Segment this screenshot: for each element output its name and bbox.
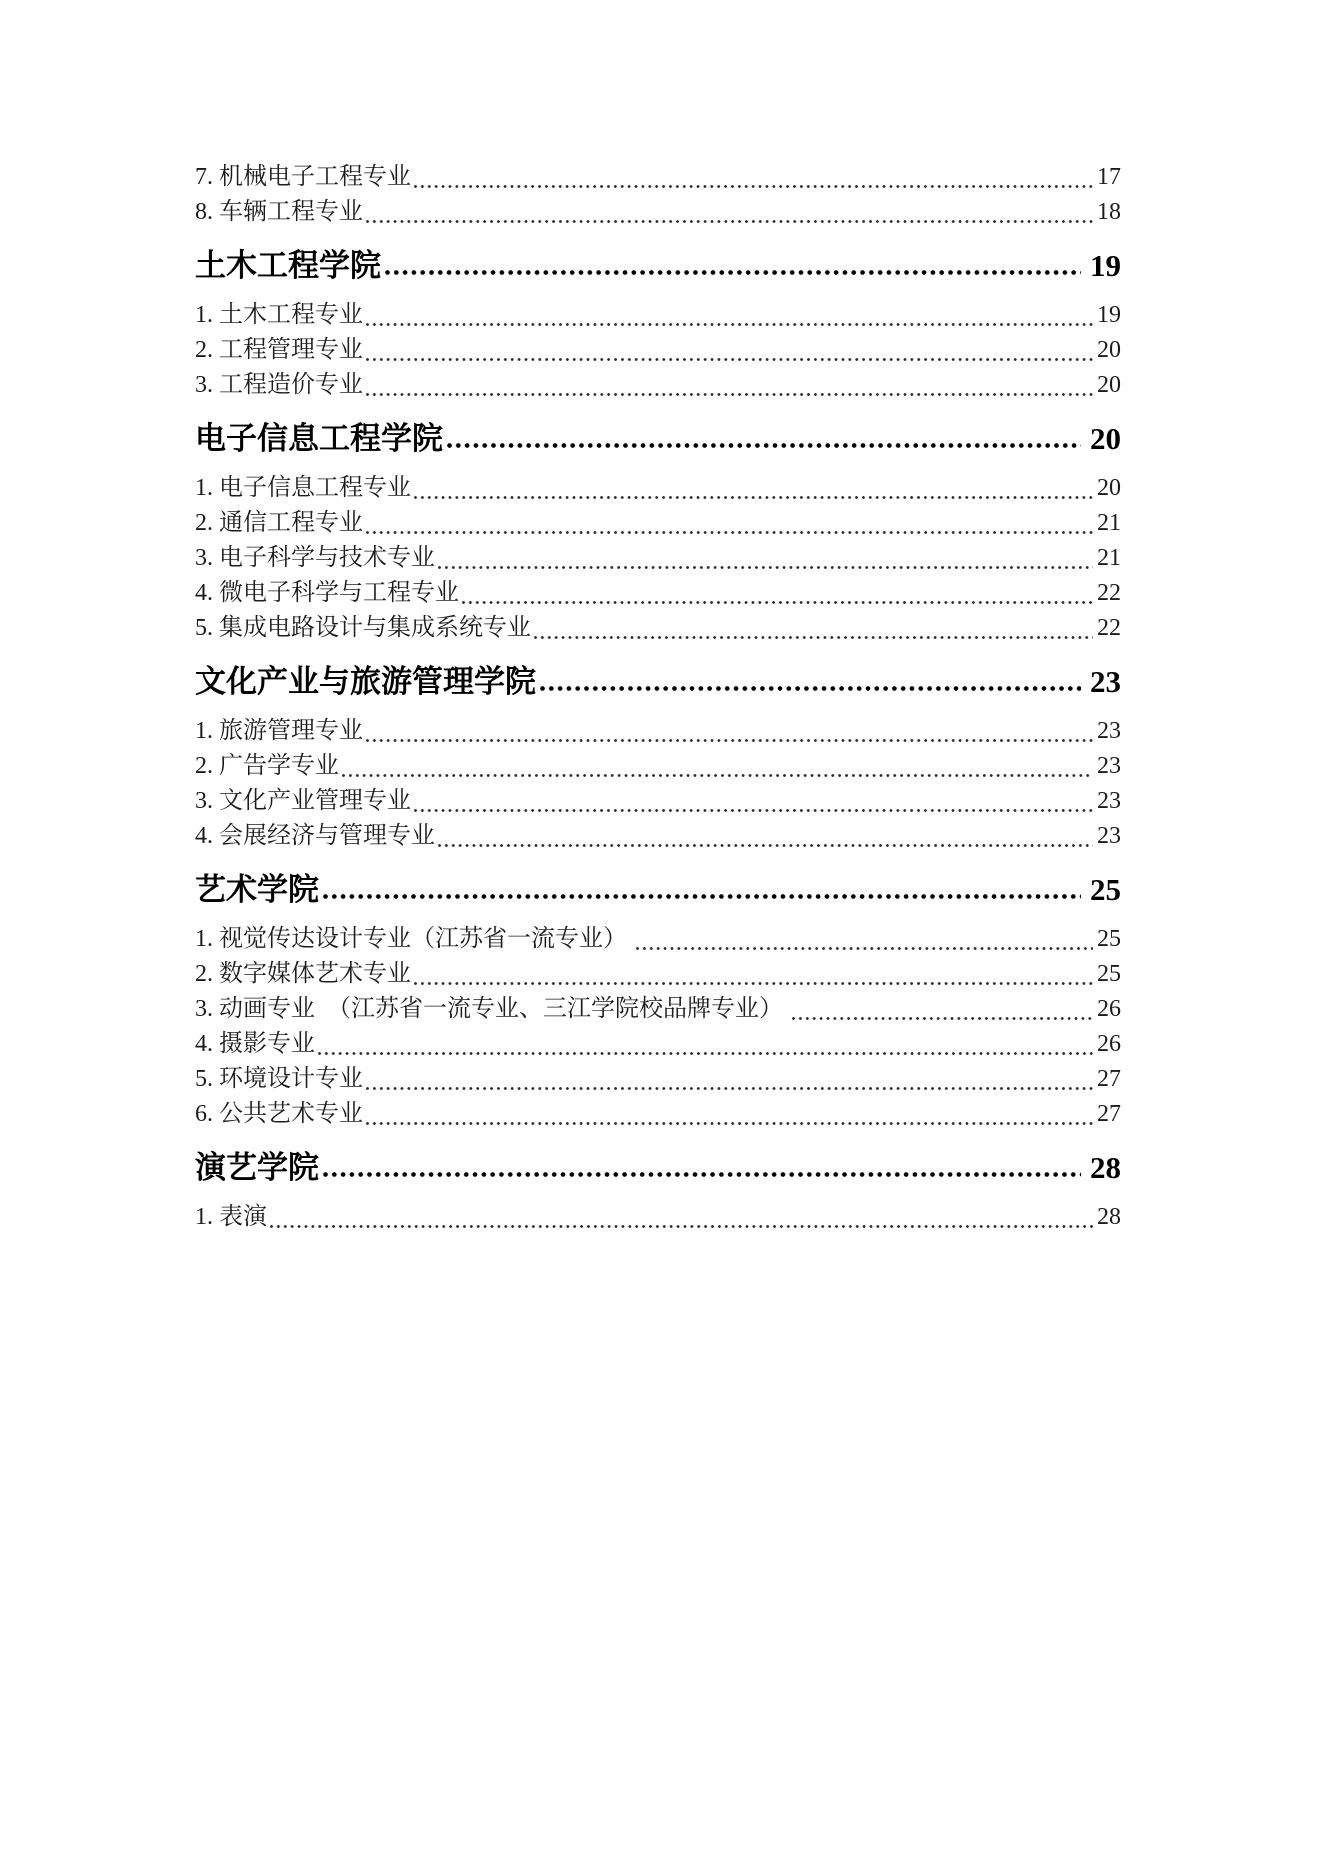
toc-heading-label: 电子信息工程学院 <box>195 421 443 456</box>
toc-entry[interactable] <box>195 333 1121 368</box>
toc-entry-label: 1. 电子信息工程专业 <box>195 475 411 501</box>
dot-leader <box>363 298 1097 333</box>
dot-leader <box>363 195 1097 230</box>
toc-entry-page-number: 20 <box>1097 337 1121 363</box>
toc-section-heading[interactable] <box>195 422 1121 456</box>
toc-section-heading[interactable] <box>195 873 1121 907</box>
toc-entry-label: 3. 文化产业管理专业 <box>195 788 411 814</box>
toc-entry[interactable] <box>195 368 1121 403</box>
toc-heading-page-number: 23 <box>1090 664 1121 699</box>
dot-leader <box>319 873 1090 907</box>
toc-entry-label: 1. 表演 <box>195 1204 267 1230</box>
dot-leader <box>411 957 1097 992</box>
toc-entry-label: 4. 微电子科学与工程专业 <box>195 580 459 606</box>
toc-entry[interactable] <box>195 1027 1121 1062</box>
toc-entry-page-number: 21 <box>1097 545 1121 571</box>
toc-heading-page-number: 28 <box>1090 1150 1121 1185</box>
table-of-contents <box>195 160 1121 1235</box>
toc-entry-label: 5. 集成电路设计与集成系统专业 <box>195 615 531 641</box>
toc-entry[interactable] <box>195 749 1121 784</box>
toc-entry-label: 8. 车辆工程专业 <box>195 199 363 225</box>
dot-leader <box>536 665 1090 699</box>
toc-entry[interactable] <box>195 1097 1121 1132</box>
dot-leader <box>411 784 1097 819</box>
toc-heading-label: 演艺学院 <box>195 1150 319 1185</box>
toc-section-heading[interactable] <box>195 249 1121 283</box>
dot-leader <box>411 160 1097 195</box>
toc-entry-page-number: 22 <box>1097 615 1121 641</box>
toc-entry[interactable] <box>195 1200 1121 1235</box>
toc-heading-label: 土木工程学院 <box>195 248 381 283</box>
toc-entry-page-number: 17 <box>1097 164 1121 190</box>
toc-entry-page-number: 23 <box>1097 823 1121 849</box>
toc-entry-page-number: 20 <box>1097 475 1121 501</box>
toc-entry-page-number: 23 <box>1097 788 1121 814</box>
dot-leader <box>531 611 1097 646</box>
toc-entry-page-number: 23 <box>1097 753 1121 779</box>
toc-entry[interactable] <box>195 576 1121 611</box>
toc-entry-page-number: 18 <box>1097 199 1121 225</box>
toc-entry-page-number: 27 <box>1097 1066 1121 1092</box>
toc-entry[interactable] <box>195 298 1121 333</box>
toc-entry[interactable] <box>195 195 1121 230</box>
dot-leader <box>363 1097 1097 1132</box>
dot-leader <box>363 714 1097 749</box>
dot-leader <box>443 422 1090 456</box>
dot-leader <box>315 1027 1097 1062</box>
toc-entry-page-number: 25 <box>1097 926 1121 952</box>
dot-leader <box>319 1151 1090 1185</box>
toc-entry[interactable] <box>195 541 1121 576</box>
toc-entry[interactable] <box>195 957 1121 992</box>
toc-entry[interactable] <box>195 506 1121 541</box>
dot-leader <box>789 992 1097 1027</box>
toc-entry-page-number: 26 <box>1097 996 1121 1022</box>
toc-entry-label: 3. 电子科学与技术专业 <box>195 545 435 571</box>
toc-entry[interactable] <box>195 714 1121 749</box>
toc-entry[interactable] <box>195 784 1121 819</box>
toc-section-heading[interactable] <box>195 665 1121 699</box>
dot-leader <box>381 249 1090 283</box>
toc-entry[interactable] <box>195 922 1121 957</box>
toc-entry-page-number: 20 <box>1097 372 1121 398</box>
toc-heading-label: 文化产业与旅游管理学院 <box>195 664 536 699</box>
dot-leader <box>363 333 1097 368</box>
toc-entry-label: 1. 土木工程专业 <box>195 302 363 328</box>
dot-leader <box>459 576 1097 611</box>
toc-entry-label: 1. 旅游管理专业 <box>195 718 363 744</box>
toc-entry-page-number: 19 <box>1097 302 1121 328</box>
toc-entry-label: 2. 数字媒体艺术专业 <box>195 961 411 987</box>
toc-entry-page-number: 27 <box>1097 1101 1121 1127</box>
toc-entry[interactable] <box>195 992 1121 1027</box>
toc-entry-label: 7. 机械电子工程专业 <box>195 164 411 190</box>
toc-entry-label: 6. 公共艺术专业 <box>195 1101 363 1127</box>
toc-entry-page-number: 25 <box>1097 961 1121 987</box>
toc-entry[interactable] <box>195 160 1121 195</box>
toc-heading-label: 艺术学院 <box>195 872 319 907</box>
toc-entry-label: 2. 广告学专业 <box>195 753 339 779</box>
dot-leader <box>435 819 1097 854</box>
toc-entry-page-number: 22 <box>1097 580 1121 606</box>
dot-leader <box>435 541 1097 576</box>
toc-section-heading[interactable] <box>195 1151 1121 1185</box>
toc-entry[interactable] <box>195 471 1121 506</box>
toc-entry-page-number: 28 <box>1097 1204 1121 1230</box>
toc-heading-page-number: 25 <box>1090 872 1121 907</box>
toc-entry-page-number: 26 <box>1097 1031 1121 1057</box>
toc-entry-page-number: 23 <box>1097 718 1121 744</box>
toc-entry-label: 1. 视觉传达设计专业（江苏省一流专业） <box>195 926 633 952</box>
toc-entry-label: 4. 摄影专业 <box>195 1031 315 1057</box>
dot-leader <box>411 471 1097 506</box>
toc-entry[interactable] <box>195 611 1121 646</box>
toc-entry-label: 2. 通信工程专业 <box>195 510 363 536</box>
toc-entry-label: 3. 动画专业 （江苏省一流专业、三江学院校品牌专业） <box>195 996 789 1022</box>
dot-leader <box>363 506 1097 541</box>
toc-entry[interactable] <box>195 819 1121 854</box>
toc-entry-page-number: 21 <box>1097 510 1121 536</box>
toc-entry-label: 2. 工程管理专业 <box>195 337 363 363</box>
dot-leader <box>363 1062 1097 1097</box>
toc-entry[interactable] <box>195 1062 1121 1097</box>
toc-entry-label: 3. 工程造价专业 <box>195 372 363 398</box>
dot-leader <box>633 922 1097 957</box>
dot-leader <box>267 1200 1097 1235</box>
dot-leader <box>363 368 1097 403</box>
toc-heading-page-number: 20 <box>1090 421 1121 456</box>
dot-leader <box>339 749 1097 784</box>
toc-heading-page-number: 19 <box>1090 248 1121 283</box>
toc-entry-label: 5. 环境设计专业 <box>195 1066 363 1092</box>
toc-entry-label: 4. 会展经济与管理专业 <box>195 823 435 849</box>
